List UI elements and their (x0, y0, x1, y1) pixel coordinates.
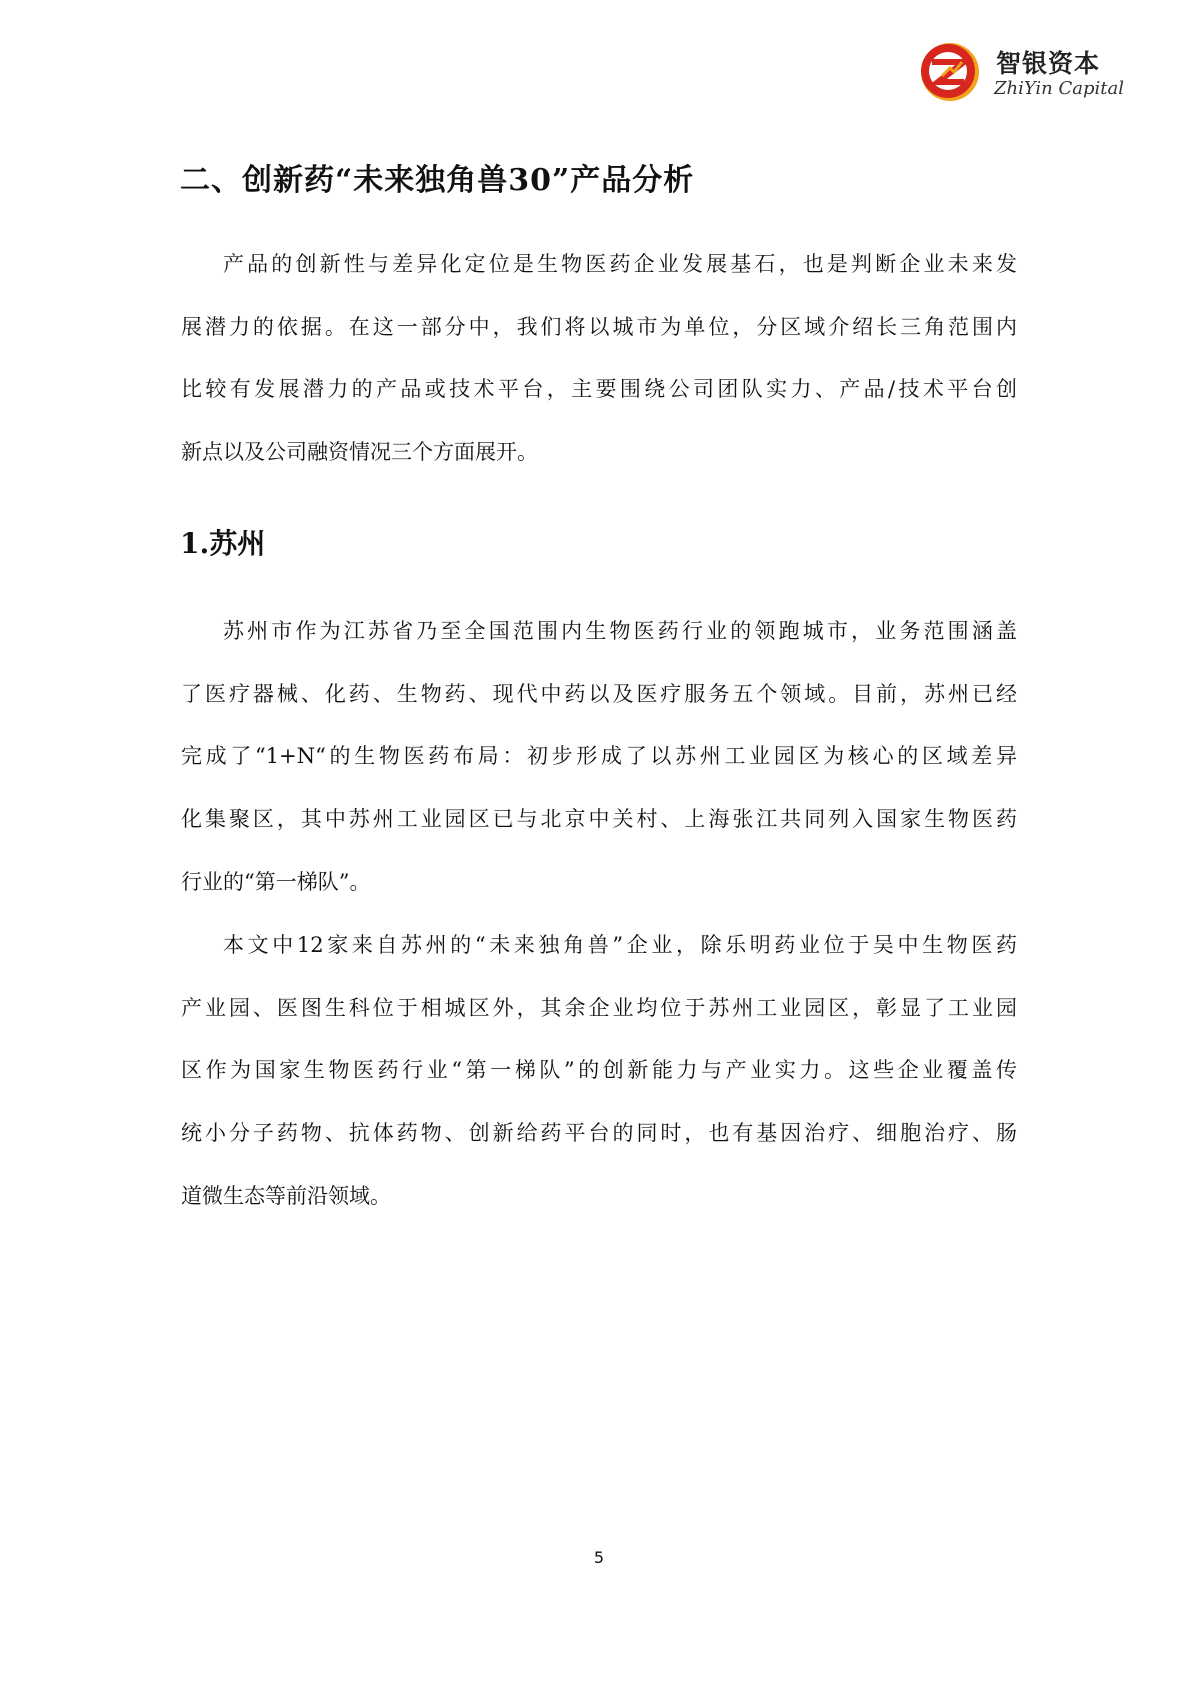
page-number: 5 (593, 1548, 605, 1567)
text-line: 道微生态等前沿领域。 (181, 1183, 391, 1208)
text-line: 了医疗器械、化药、生物药、现代中药以及医疗服务五个领域。目前，苏州已经 (181, 681, 1017, 706)
text-line: 比较有发展潜力的产品或技术平台，主要围绕公司团队实力、产品/技术平台创 (181, 377, 1017, 402)
subsection-title: 1.苏州 (180, 527, 266, 560)
text-line: 本文中12家来自苏州的“未来独角兽”企业，除乐明药业位于吴中生物医药 (223, 933, 1017, 957)
suzhou-paragraph-2 (181, 914, 1017, 1227)
text-line: 苏州市作为江苏省乃至全国范围内生物医药行业的领跑城市，业务范围涵盖 (223, 619, 1017, 643)
text-line: 完成了“1+N“的生物医药布局：初步形成了以苏州工业园区为核心的区域差异 (181, 744, 1017, 769)
logo-chinese-name: 智银资本 (996, 49, 1101, 78)
zhiyin-logo-icon (918, 40, 982, 104)
text-line: 新点以及公司融资情况三个方面展开。 (181, 440, 538, 465)
text-line: 区作为国家生物医药行业“第一梯队”的创新能力与产业实力。这些企业覆盖传 (181, 1058, 1017, 1083)
section-title: 二、创新药“未来独角兽30”产品分析 (180, 163, 695, 198)
company-logo (918, 40, 1128, 106)
suzhou-paragraph-1 (181, 600, 1017, 913)
text-line: 产业园、医图生科位于相城区外，其余企业均位于苏州工业园区，彰显了工业园 (181, 995, 1017, 1020)
logo-english-name: ZhiYin Capital (994, 78, 1124, 99)
text-line: 统小分子药物、抗体药物、创新给药平台的同时，也有基因治疗、细胞治疗、肠 (181, 1121, 1017, 1146)
intro-paragraph (181, 233, 1017, 484)
text-line: 化集聚区，其中苏州工业园区已与北京中关村、上海张江共同列入国家生物医药 (181, 807, 1017, 832)
text-line: 展潜力的依据。在这一部分中，我们将以城市为单位，分区域介绍长三角范围内 (181, 314, 1017, 339)
text-line: 产品的创新性与差异化定位是生物医药企业发展基石，也是判断企业未来发 (223, 252, 1017, 276)
text-line: 行业的“第一梯队”。 (181, 869, 371, 894)
